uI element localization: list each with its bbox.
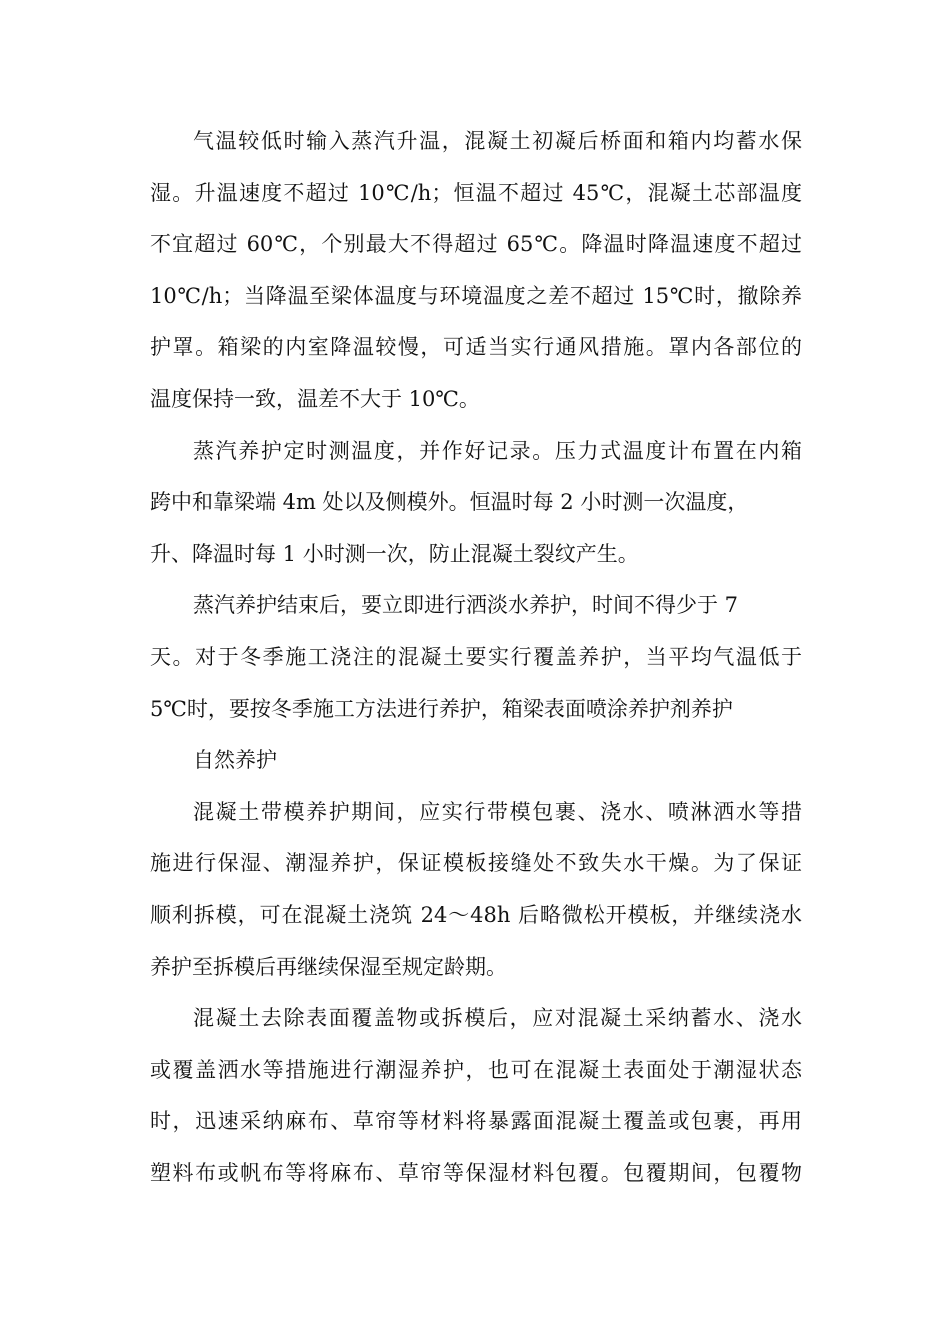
text-line: 或覆盖洒水等措施进行潮湿养护，也可在混凝土表面处于潮湿状态 [150,1057,802,1082]
text-line: 养护至拆模后再继续保湿至规定龄期。 [150,954,507,979]
text-line: 湿。升温速度不超过 10℃/h；恒温不超过 45℃，混凝土芯部温度 [150,180,802,205]
text-line: 蒸汽养护结束后，要立即进行洒淡水养护，时间不得少于 7 [193,593,739,618]
text-line: 护罩。箱梁的内室降温较慢，可适当实行通风措施。罩内各部位的 [150,335,802,360]
text-line: 跨中和靠梁端 4m 处以及侧模外。恒温时每 2 小时测一次温度， [150,490,749,515]
text-line: 顺利拆模，可在混凝土浇筑 24～48h 后略微松开模板，并继续浇水 [150,902,802,927]
text-line: 5℃时，要按冬季施工方法进行养护，箱梁表面喷涂养护剂养护 [150,696,733,721]
document-body [150,116,802,1199]
text-line: 时，迅速采纳麻布、草帘等材料将暴露面混凝土覆盖或包裹，再用 [150,1109,802,1134]
text-line: 温度保持一致，温差不大于 10℃。 [150,386,480,411]
text-line: 10℃/h；当降温至梁体温度与环境温度之差不超过 15℃时，撤除养 [150,283,802,308]
text-line: 自然养护 [193,748,277,773]
text-line: 不宜超过 60℃，个别最大不得超过 65℃。降温时降温速度不超过 [150,232,802,257]
text-line: 塑料布或帆布等将麻布、草帘等保湿材料包覆。包覆期间，包覆物 [150,1160,802,1185]
text-line: 升、降温时每 1 小时测一次，防止混凝土裂纹产生。 [150,541,639,566]
text-line: 气温较低时输入蒸汽升温，混凝土初凝后桥面和箱内均蓄水保 [193,129,802,153]
text-line: 施进行保湿、潮湿养护，保证模板接缝处不致失水干燥。为了保证 [150,851,802,876]
text-line: 蒸汽养护定时测温度，并作好记录。压力式温度计布置在内箱 [193,438,802,463]
text-line: 天。对于冬季施工浇注的混凝土要实行覆盖养护，当平均气温低于 [150,644,802,669]
text-line: 混凝土去除表面覆盖物或拆模后，应对混凝土采纳蓄水、浇水 [193,1006,802,1031]
text-line: 混凝土带模养护期间，应实行带模包裹、浇水、喷淋洒水等措 [193,799,802,824]
